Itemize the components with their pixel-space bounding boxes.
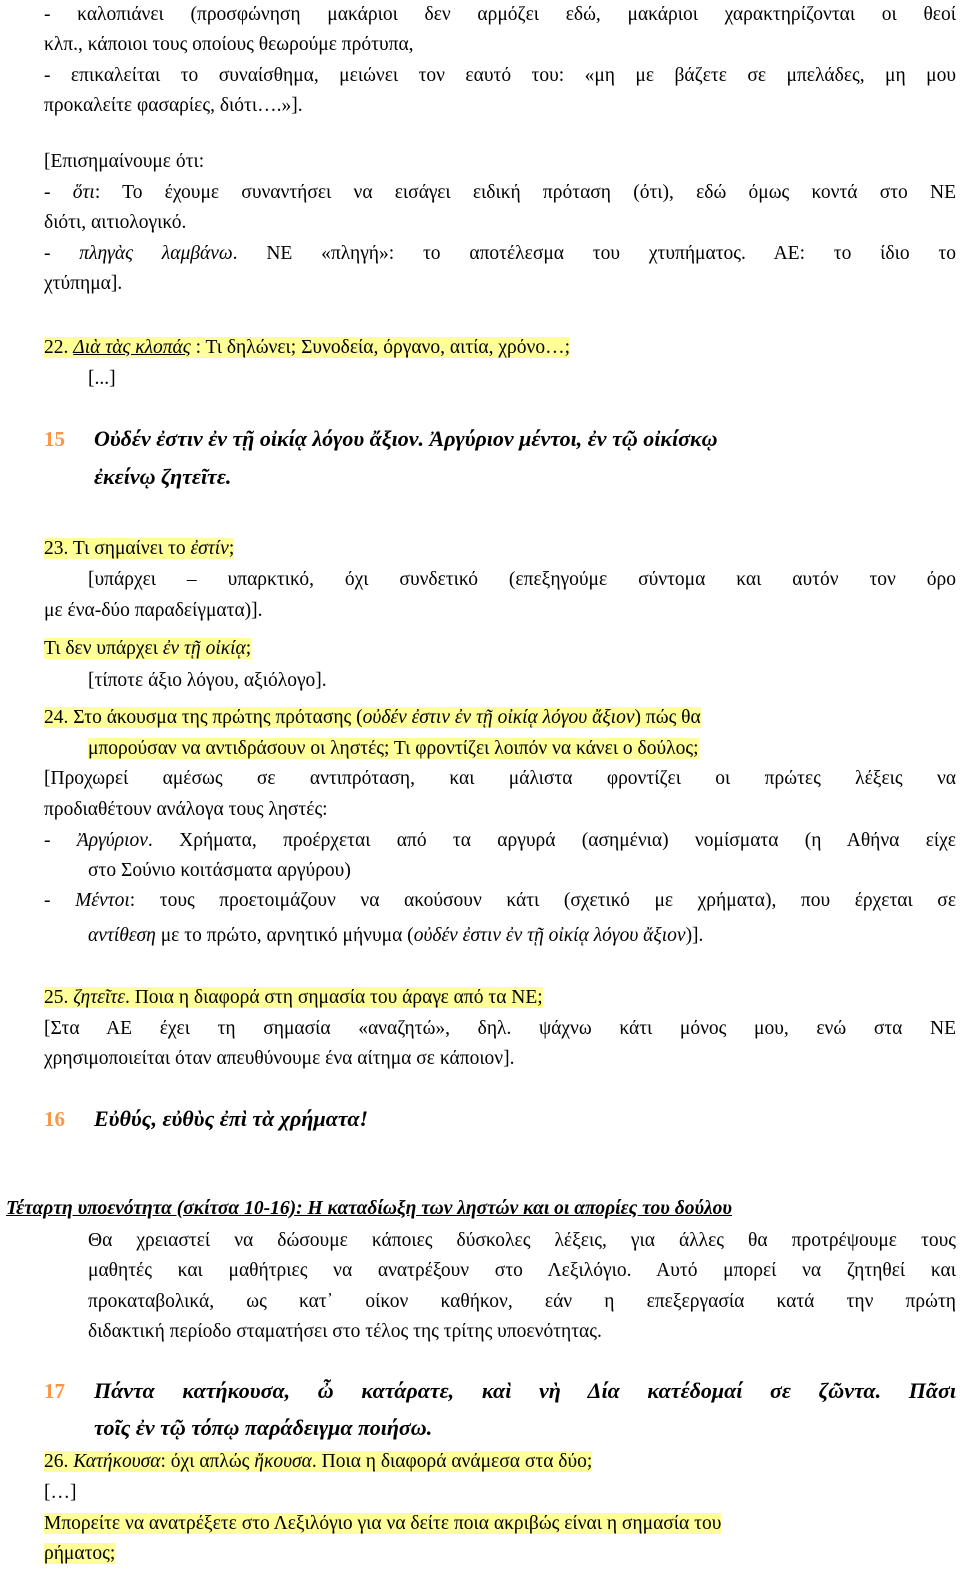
question-26-follow-up bbox=[44, 1509, 956, 1539]
verse-16-text: Εὐθύς, εὐθὺς ἐπὶ τὰ χρήματα! bbox=[94, 1106, 369, 1131]
text-segment: με το πρώτο, αρνητικό μήνυμα ( bbox=[155, 925, 414, 946]
greek-term: πληγὰς λαμβάνω bbox=[79, 243, 233, 264]
answer-line: με ένα-δύο παραδείγματα)]. bbox=[44, 600, 263, 621]
answer-line: [Στα ΑΕ έχει τη σημασία «αναζητώ», δηλ. ψάχνω κάτι μόνος μου, ενώ στα ΝΕ bbox=[44, 1018, 956, 1039]
question-23-follow-up bbox=[44, 634, 251, 664]
question-23-highlight bbox=[44, 538, 234, 559]
verse-number bbox=[44, 424, 65, 456]
question-number: 22. bbox=[44, 337, 69, 358]
section-heading-title: Η καταδίωξη των ληστών και οι απορίες του δούλου bbox=[302, 1198, 732, 1219]
greek-term: Μέντοι bbox=[75, 890, 130, 911]
question-text: ; bbox=[245, 638, 252, 659]
question-25-highlight bbox=[44, 987, 543, 1008]
greek-term: ἐν τῇ οἰκίᾳ bbox=[162, 638, 246, 659]
bullet-marker: - bbox=[44, 830, 77, 851]
text-line: διότι, αιτιολογικό. bbox=[44, 212, 187, 233]
question-26 bbox=[44, 1447, 592, 1477]
answer-line: [Προχωρεί αμέσως σε αντιπρόταση, και μάλιστα φροντίζει οι πρώτες λέξεις να bbox=[44, 768, 956, 789]
question-23 bbox=[44, 534, 234, 564]
text-line: - επικαλείται το συναίσθημα, μειώνει τον εαυτό του: «μη με βάζετε σε μπελάδες, μη μου bbox=[44, 65, 956, 86]
answer-line: χρησιμοποιείται όταν απευθύνουμε ένα αίτημα σε κάποιον]. bbox=[44, 1048, 515, 1069]
section-text-line: προκαταβολικά, ως κατ᾽ οίκον καθήκον, εάν η επεξεργασία κατά την πρώτη bbox=[88, 1291, 956, 1312]
question-text: Τι δεν υπάρχει bbox=[44, 638, 163, 659]
text-line bbox=[44, 178, 956, 208]
text-line: χτύπημα]. bbox=[44, 273, 123, 294]
question-number: 25. bbox=[44, 987, 69, 1008]
answer-line: [τίποτε άξιο λόγου, αξιόλογο]. bbox=[88, 670, 327, 691]
question-text: ) πώς θα bbox=[634, 707, 701, 728]
question-text: ρήματος; bbox=[44, 1543, 116, 1564]
verse-15-line-2: ἐκείνῳ ζητεῖτε. bbox=[94, 464, 232, 489]
section-heading bbox=[6, 1194, 732, 1224]
greek-term: Διὰ τὰς κλοπάς bbox=[73, 337, 191, 358]
question-22 bbox=[44, 333, 570, 363]
greek-term: ἤκουσα bbox=[254, 1451, 312, 1472]
question-22-highlight bbox=[44, 337, 570, 358]
question-text: μπορούσαν να αντιδράσουν οι ληστές; Τι φροντίζει λοιπόν να κάνει ο δούλος; bbox=[88, 738, 699, 759]
verse-17-line-2: τοῖς ἐν τῷ τόπῳ παράδειγμα ποιήσω. bbox=[94, 1415, 433, 1440]
question-text: Μπορείτε να ανατρέξετε στο Λεξιλόγιο για να δείτε ποια ακριβώς είναι η σημασία του bbox=[44, 1513, 722, 1534]
bullet-marker: - bbox=[44, 890, 76, 911]
answer-line: προδιαθέτουν ανάλογα τους ληστές: bbox=[44, 799, 328, 820]
bullet-line bbox=[44, 826, 956, 856]
question-text: : όχι απλώς bbox=[160, 1451, 255, 1472]
question-text: ; bbox=[228, 538, 235, 559]
verse-15-number: 15 bbox=[44, 427, 65, 451]
greek-term: ζητεῖτε bbox=[73, 987, 125, 1008]
greek-term: οὐδέν ἐστιν ἐν τῇ οἰκίᾳ λόγου ἄξιον bbox=[413, 925, 686, 946]
text-segment: )]. bbox=[685, 925, 704, 946]
question-highlight bbox=[44, 638, 251, 659]
question-24-line-2 bbox=[88, 734, 699, 764]
section-text-line: Θα χρειαστεί να δώσουμε κάποιες δύσκολες λέξεις, για άλλες θα προτρέψουμε τους bbox=[88, 1230, 956, 1251]
text-segment: . Χρήματα, προέρχεται από τα αργυρά (ασημένια) νομίσματα (η Αθήνα είχε bbox=[147, 830, 956, 851]
greek-term: οὐδέν ἐστιν ἐν τῇ οἰκίᾳ λόγου ἄξιον bbox=[362, 707, 635, 728]
bullet-line bbox=[44, 886, 956, 916]
bullet-line: στο Σούνιο κοιτάσματα αργύρου) bbox=[88, 860, 351, 881]
text-segment: - bbox=[44, 182, 73, 203]
question-number: 26. bbox=[44, 1451, 69, 1472]
verse-16-number: 16 bbox=[44, 1107, 65, 1131]
question-text: . Ποια η διαφορά ανάμεσα στα δύο; bbox=[311, 1451, 593, 1472]
answer-placeholder: [...] bbox=[88, 368, 116, 389]
question-24-highlight bbox=[44, 707, 701, 728]
verse-number bbox=[44, 1104, 65, 1136]
bullet-line bbox=[88, 921, 703, 951]
verse-17-line-1: Πάντα κατήκουσα, ὦ κατάρατε, καὶ νὴ Δία κατέδομαί σε ζῶντα. Πᾶσι bbox=[94, 1378, 956, 1403]
text-line: [Επισημαίνουμε ότι: bbox=[44, 151, 205, 172]
question-26-highlight bbox=[44, 1451, 592, 1472]
text-line bbox=[44, 239, 956, 269]
question-text: : Τι δηλώνει; Συνοδεία, όργανο, αιτία, χρόνο…; bbox=[190, 337, 571, 358]
question-number: 24. bbox=[44, 707, 69, 728]
section-heading-prefix: Τέταρτη υποενότητα (σκίτσα 10-16): bbox=[6, 1198, 303, 1219]
text-segment: - bbox=[44, 243, 80, 264]
text-segment: : τους προετοιμάζουν να ακούσουν κάτι (σχετικό με χρήματα), που έρχεται σε bbox=[129, 890, 957, 911]
question-25 bbox=[44, 983, 543, 1013]
section-text-line: διδακτική περίοδο σταματήσει στο τέλος της τρίτης υποενότητας. bbox=[88, 1321, 602, 1342]
text-line: κλπ., κάποιοι τους οποίους θεωρούμε πρότυπα, bbox=[44, 34, 414, 55]
verse-15-line-1: Οὐδέν ἐστιν ἐν τῇ οἰκίᾳ λόγου ἄξιον. Ἀργύριον μέντοι, ἐν τῷ οἰκίσκῳ bbox=[94, 426, 718, 451]
text-line: προκαλείτε φασαρίες, διότι….»]. bbox=[44, 95, 303, 116]
question-number: 23. bbox=[44, 538, 69, 559]
greek-term: Ἀργύριον bbox=[76, 830, 148, 851]
text-emphasis: αντίθεση bbox=[88, 925, 156, 946]
text-segment: : Το έχουμε συναντήσει να εισάγει ειδική πρόταση (ότι), εδώ όμως κοντά στο ΝΕ bbox=[94, 182, 956, 203]
answer-line: [υπάρχει – υπαρκτικό, όχι συνδετικό (επεξηγούμε σύντομα και αυτόν τον όρο bbox=[88, 569, 956, 590]
question-text: . Ποια η διαφορά στη σημασία του άραγε από τα ΝΕ; bbox=[124, 987, 543, 1008]
section-text-line: μαθητές και μαθήτριες να ανατρέξουν στο Λεξιλόγιο. Αυτό μπορεί να ζητηθεί και bbox=[88, 1260, 956, 1281]
verse-number bbox=[44, 1376, 65, 1408]
question-text: Στο άκουσμα της πρώτης πρότασης ( bbox=[68, 707, 363, 728]
greek-term: ἐστίν bbox=[190, 538, 229, 559]
answer-placeholder: […] bbox=[44, 1482, 77, 1503]
text-line: - καλοπιάνει (προσφώνηση μακάριοι δεν αρμόζει εδώ, μακάριοι χαρακτηρίζονται οι θεοί bbox=[44, 4, 956, 25]
question-text: Τι σημαίνει το bbox=[68, 538, 191, 559]
greek-term: Κατήκουσα bbox=[73, 1451, 161, 1472]
greek-term: ὅτι bbox=[72, 182, 95, 203]
verse-17-number: 17 bbox=[44, 1379, 65, 1403]
question-26-follow-up bbox=[44, 1539, 956, 1569]
text-segment: . ΝΕ «πληγή»: το αποτέλεσμα του χτυπήματος. ΑΕ: το ίδιο το bbox=[232, 243, 956, 264]
question-24 bbox=[44, 703, 701, 733]
